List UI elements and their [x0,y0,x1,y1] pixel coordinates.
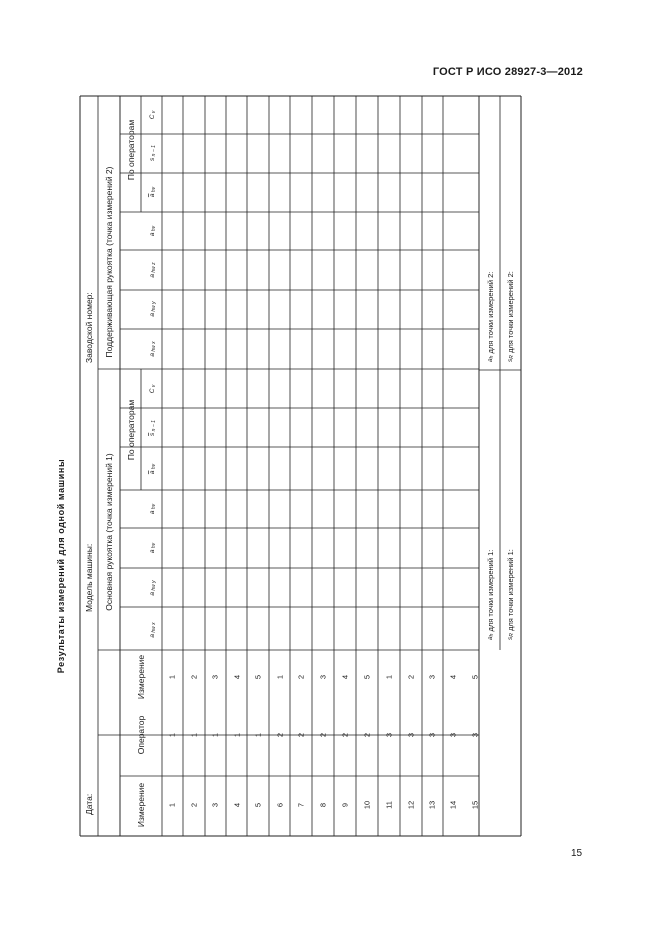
row-operator: 3 [427,732,437,738]
row-number: 13 [427,800,437,810]
row-operator: 3 [470,732,480,738]
row-measurement: 5 [362,674,372,680]
col-by-operators-1: По операторам [126,399,136,461]
hdr-ahv-3: a $_{hv}$ [148,225,157,237]
hdr-cv-2: C $_v$ [148,110,157,120]
row-number: 14 [448,800,458,810]
hdr-ahwy-1: a $_{hw y}$ [148,580,157,596]
col-by-operators-2: По операторам [126,119,136,181]
hdr-ahv-mean-1: a $_{hv}$ [148,463,157,475]
hdr-ahwy-2: a $_{hw y}$ [148,301,157,317]
row-operator: 2 [296,732,306,738]
hdr-ahwx-2: a $_{hw x}$ [148,341,157,357]
row-number: 4 [232,802,242,808]
row-measurement: 1 [384,674,394,680]
col-operator: Оператор [136,715,146,755]
col-measurement2: Измерение [136,654,146,700]
col-measurement: Измерение [136,782,146,828]
row-number: 2 [189,802,199,808]
page-number: 15 [571,848,583,859]
sr-point1: $s_R$ для точки измерений 1: [505,549,515,640]
col-support-handle: Поддерживающая рукоятка (точка измерений 2) [104,166,114,358]
col-main-handle: Основная рукоятка (точка измерений 1) [104,453,114,611]
standard-number: ГОСТ Р ИСО 28927-3—2012 [432,66,583,78]
row-measurement: 4 [448,674,458,680]
row-number: 9 [340,802,350,808]
row-number: 3 [210,802,220,808]
row-number: 5 [253,802,263,808]
serial-label: Заводской номер: [84,292,94,363]
hdr-ahwx-1: a $_{hw x}$ [148,622,157,638]
row-operator: 1 [232,732,242,738]
row-measurement: 2 [296,674,306,680]
hdr-sn1-2: s $_{n - 1}$ [148,145,157,161]
row-number: 12 [406,800,416,810]
row-number: 7 [296,802,306,808]
date-label: Дата: [84,793,94,815]
row-operator: 1 [210,732,220,738]
row-number: 10 [362,800,372,810]
row-number: 11 [384,801,394,809]
row-measurement: 2 [189,674,199,680]
row-operator: 1 [189,732,199,738]
row-measurement: 1 [167,674,177,680]
model-label: Модель машины: [84,543,94,612]
ah-point1: $a_h$ для точки измерений 1: [485,549,495,640]
row-operator: 1 [167,732,177,738]
row-operator: 2 [275,732,285,738]
row-measurement: 5 [470,674,480,680]
hdr-sn1-1: s $_{n - 1}$ [148,420,157,436]
row-measurement: 5 [253,674,263,680]
hdr-ahwz-2: a $_{hw z}$ [148,262,157,278]
row-operator: 2 [340,732,350,738]
row-number: 8 [318,802,328,808]
row-operator: 3 [406,732,416,738]
row-measurement: 3 [210,674,220,680]
hdr-ahv-1: a $_{hv}$ [148,542,157,554]
hdr-ahv-2: a $_{hv}$ [148,503,157,515]
row-number: 1 [167,802,177,808]
row-operator: 2 [362,732,372,738]
sr-point2: $s_R$ для точки измерений 2: [505,271,515,362]
hdr-cv-1: C $_v$ [148,384,157,394]
row-measurement: 4 [232,674,242,680]
row-measurement: 4 [340,674,350,680]
row-measurement: 1 [275,674,285,680]
row-measurement: 2 [406,674,416,680]
table-title: Результаты измерений для одной машины [56,458,66,674]
ah-point2: $a_h$ для точки измерений 2: [485,271,495,362]
row-measurement: 3 [318,674,328,680]
row-operator: 3 [384,732,394,738]
row-measurement: 3 [427,674,437,680]
hdr-ahv-mean-2: a $_{hv}$ [148,186,157,198]
row-operator: 1 [253,732,263,738]
row-number: 15 [470,800,480,810]
row-operator: 2 [318,732,328,738]
row-number: 6 [275,802,285,808]
row-operator: 3 [448,732,458,738]
